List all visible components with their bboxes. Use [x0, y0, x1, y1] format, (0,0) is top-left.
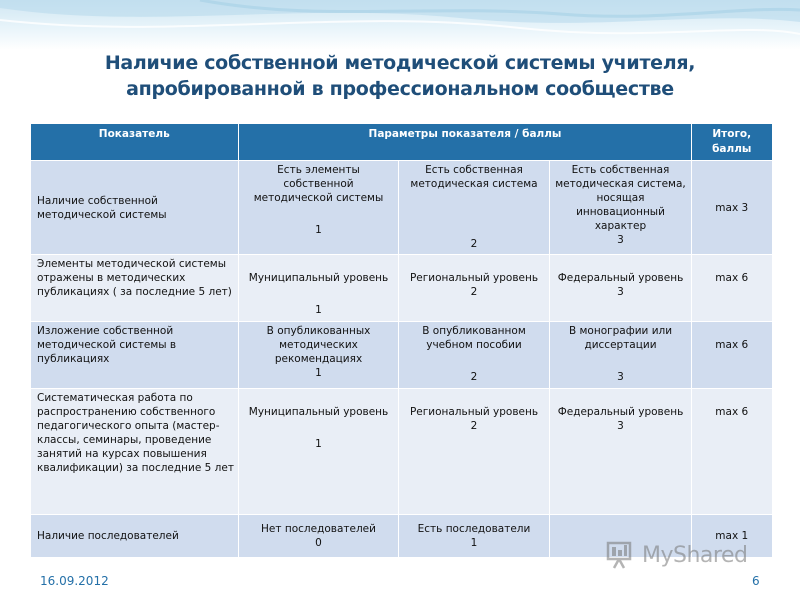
table-row — [31, 322, 772, 389]
row-indicator: Наличие последователей — [31, 515, 239, 557]
table-row — [31, 255, 772, 322]
option-cell — [239, 255, 399, 322]
slide-title-line-1: Наличие собственной методической системы учителя, — [104, 52, 696, 74]
option-text: В опубликованном учебном пособии — [422, 325, 526, 351]
option-score: 3 — [617, 371, 624, 383]
slide-title-line-2: апробированной в профессиональном сообществе — [126, 78, 674, 100]
option-cell — [399, 389, 550, 515]
wave-decoration — [0, 0, 800, 50]
criteria-table-container — [30, 124, 771, 557]
option-score: 2 — [470, 238, 478, 250]
option-text: Нет последователей — [261, 522, 376, 535]
option-cell — [399, 322, 550, 389]
option-text: Есть последователи — [417, 522, 531, 535]
option-cell — [239, 322, 399, 389]
option-text: Есть элементы собственной методической системы — [253, 164, 384, 204]
option-score: 2 — [470, 286, 478, 298]
row-total: max 6 — [692, 322, 772, 389]
option-score: 3 — [617, 286, 624, 298]
slide-title — [30, 50, 770, 102]
option-score: 2 — [470, 420, 478, 432]
table-row — [31, 161, 772, 255]
option-cell — [399, 255, 550, 322]
row-indicator: Систематическая работа по распространению собственного педагогического опыта (мастер-классы, семинары, проведение занятий на курсах повышения квалификации) за последние 5 лет — [31, 389, 239, 515]
header-indicator: Показатель — [31, 124, 239, 161]
footer-date: 16.09.2012 — [40, 574, 109, 588]
watermark-text: MyShared — [642, 542, 748, 568]
row-total: max 1 — [692, 515, 772, 557]
option-cell — [239, 161, 399, 255]
option-cell — [550, 322, 692, 389]
option-text: Федеральный уровень — [557, 406, 684, 418]
option-score: 1 — [315, 224, 322, 236]
option-score: 3 — [617, 420, 624, 432]
option-text: Муниципальный уровень — [248, 406, 389, 418]
option-text: В опубликованных методических рекомендациях — [266, 325, 371, 365]
option-cell — [399, 515, 550, 557]
option-score: 1 — [315, 438, 322, 450]
option-cell — [550, 161, 692, 255]
table-row — [31, 389, 772, 515]
page-number: 6 — [752, 574, 760, 588]
header-parameters: Параметры показателя / баллы — [239, 124, 692, 161]
option-text: Есть собственная методическая система — [410, 164, 538, 190]
option-cell — [399, 161, 550, 255]
option-score: 1 — [315, 367, 322, 379]
decorative-top-band — [0, 0, 800, 50]
option-text: Региональный уровень — [409, 272, 539, 284]
criteria-table — [30, 124, 772, 557]
row-total: max 6 — [692, 389, 772, 515]
option-cell — [239, 389, 399, 515]
row-total: max 6 — [692, 255, 772, 322]
header-total — [692, 124, 772, 161]
option-text: Муниципальный уровень — [248, 272, 389, 284]
option-text: Есть собственная методическая система, носящая инновационный характер — [555, 164, 686, 232]
option-score: 1 — [315, 304, 322, 316]
header-total-line-2: баллы — [712, 143, 752, 155]
row-indicator: Элементы методической системы отражены в методических публикациях ( за последние 5 лет) — [31, 255, 239, 322]
option-score: 2 — [470, 371, 478, 383]
watermark-logo — [606, 538, 766, 572]
table-header-row — [31, 124, 772, 161]
option-text: Федеральный уровень — [557, 272, 684, 284]
option-text: В монографии или диссертации — [568, 325, 673, 351]
option-score: 3 — [617, 234, 624, 246]
option-score: 1 — [470, 536, 478, 549]
row-indicator: Наличие собственной методической системы — [31, 161, 239, 255]
option-cell — [550, 389, 692, 515]
row-total: max 3 — [692, 161, 772, 255]
option-text: Региональный уровень — [409, 406, 539, 418]
option-score: 0 — [315, 536, 322, 549]
header-total-line-1: Итого, — [712, 128, 752, 140]
presentation-board-icon — [606, 540, 636, 570]
option-cell — [239, 515, 399, 557]
option-cell — [550, 255, 692, 322]
row-indicator: Изложение собственной методической системы в публикациях — [31, 322, 239, 389]
